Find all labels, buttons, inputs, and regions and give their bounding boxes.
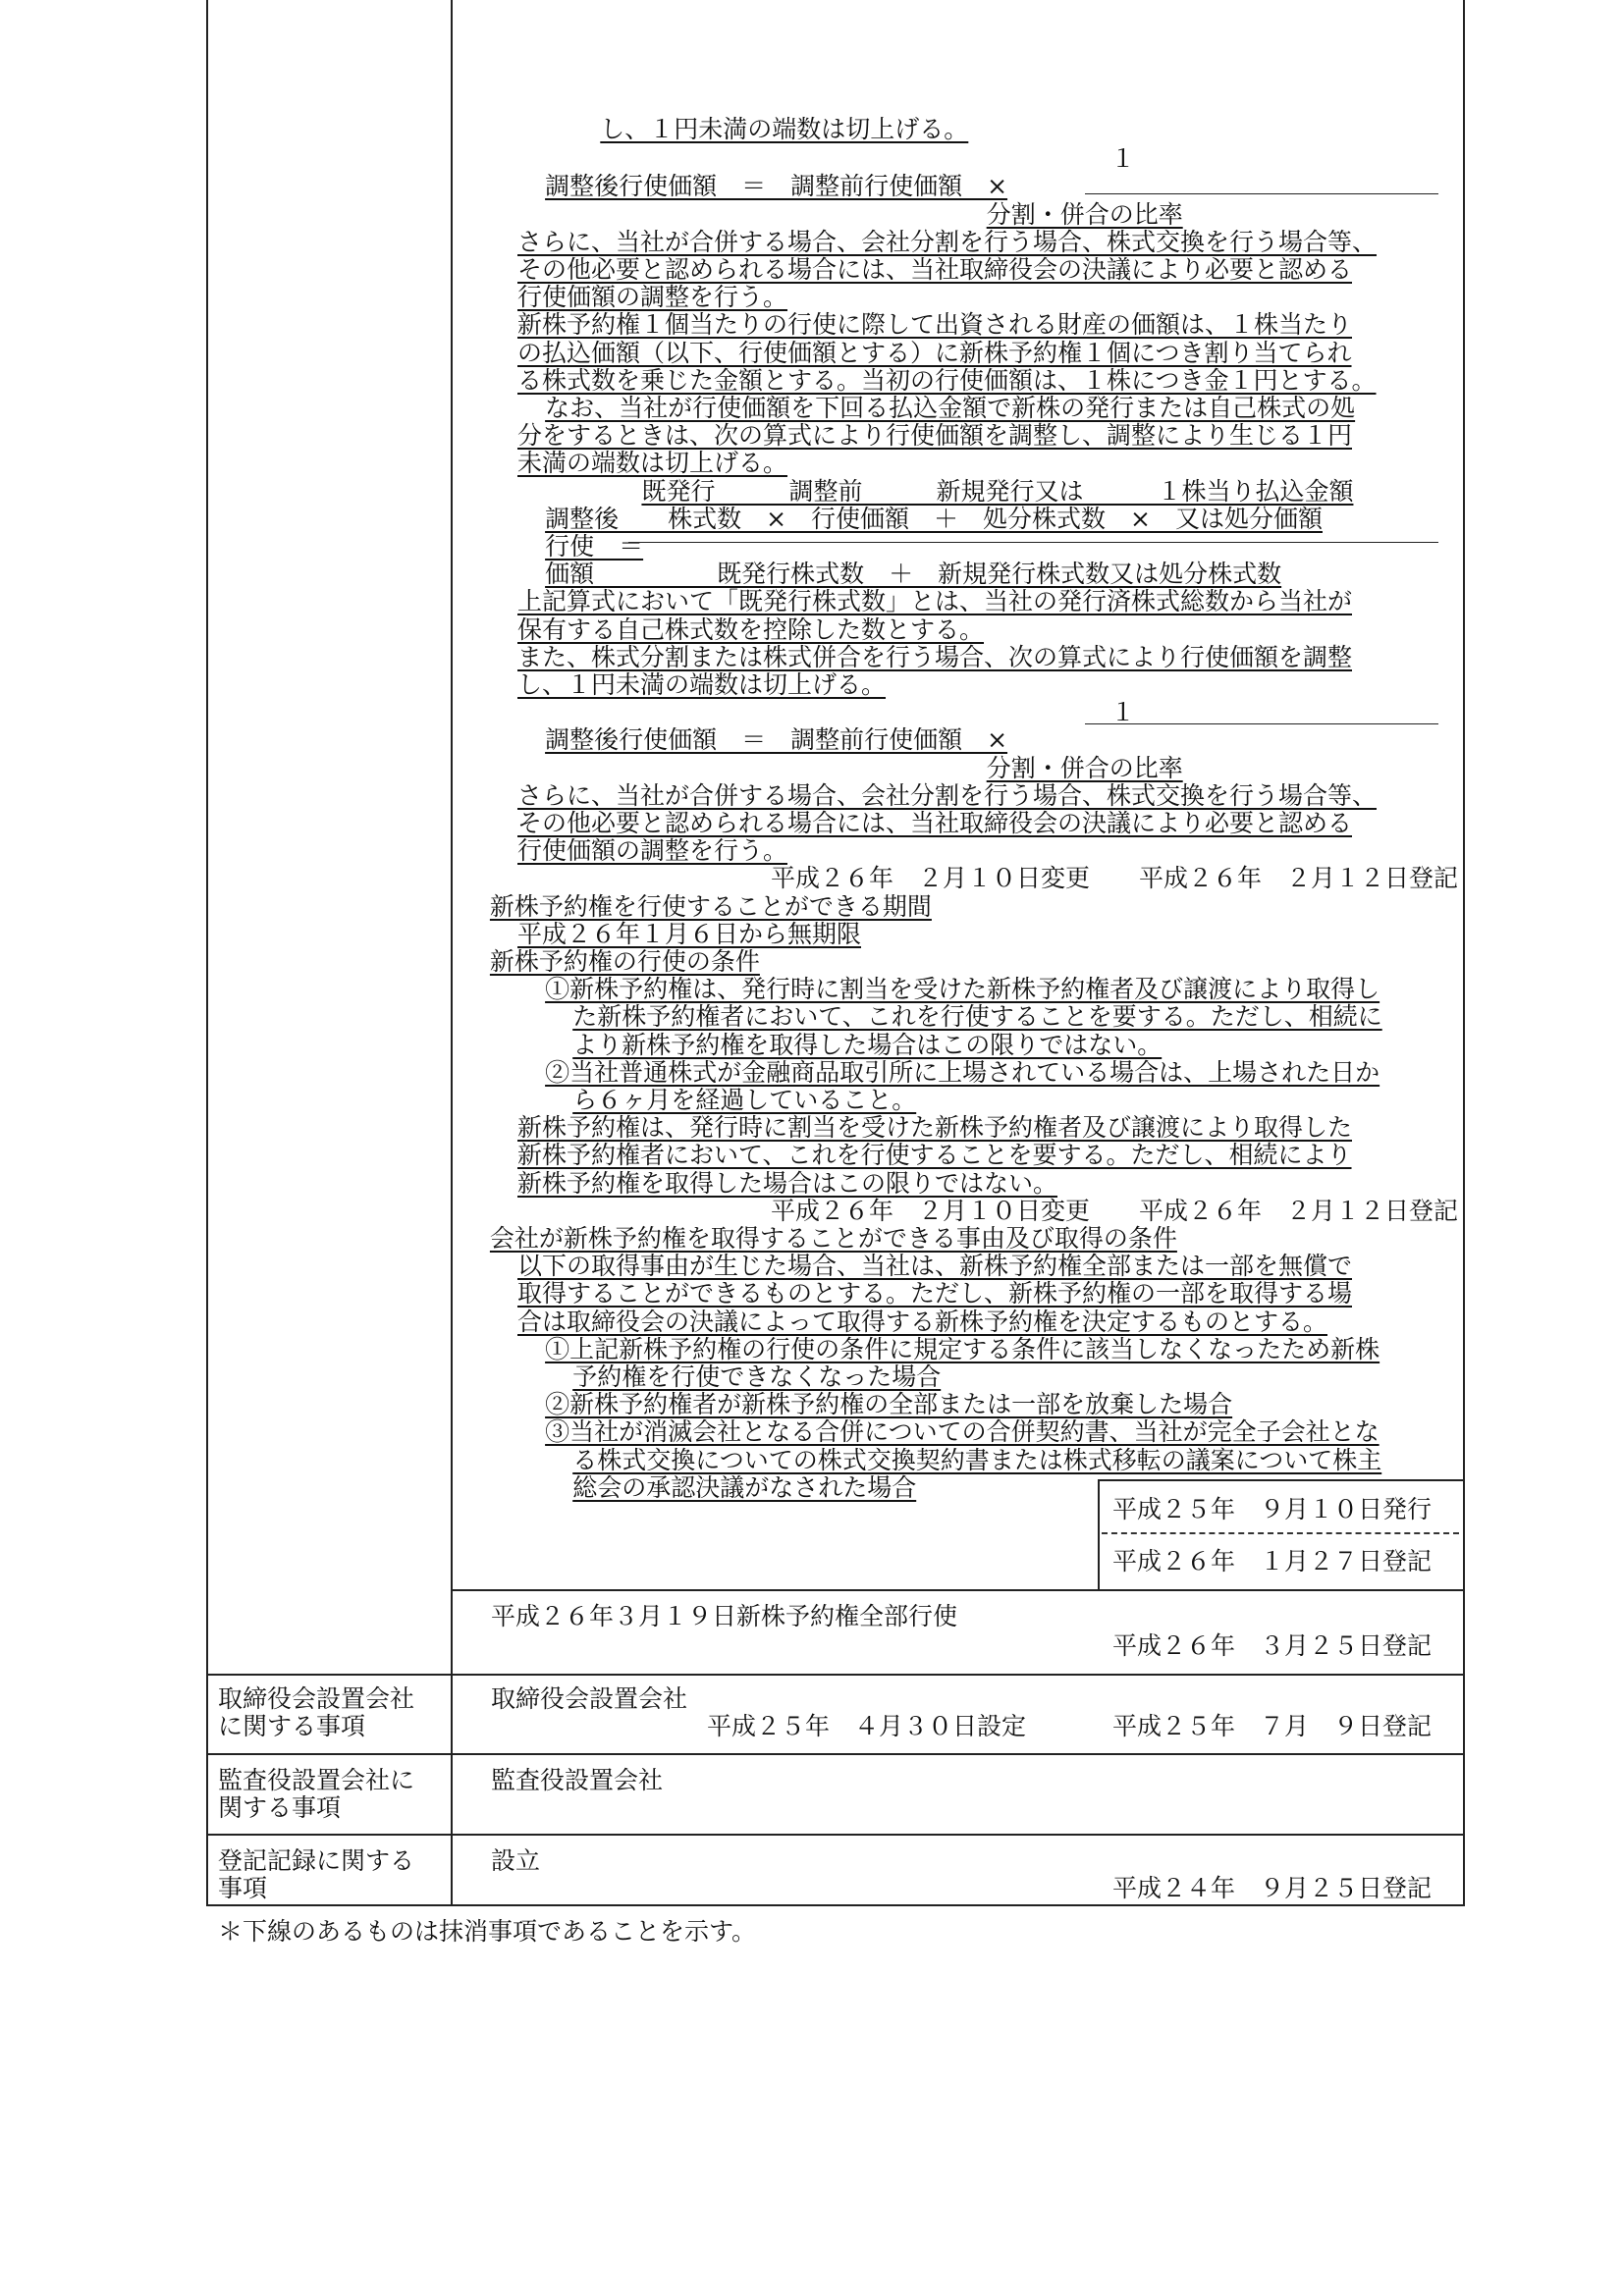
entry-line: 会社が新株予約権を取得することができる事由及び取得の条件 <box>489 1224 1177 1253</box>
issue-box-dashed-divider <box>1102 1532 1459 1534</box>
entry-line: 分をするときは、次の算式により行使価額を調整し、調整により生じる１円 <box>517 421 1353 451</box>
entry-line: 新株予約権者において、これを行使することを要する。ただし、相続により <box>517 1141 1352 1170</box>
row-label-board: 取締役会設置会社 <box>218 1684 415 1713</box>
row-change-board: 平成２５年 ４月３０日設定 <box>707 1712 1027 1740</box>
row-content-board: 取締役会設置会社 <box>491 1684 688 1713</box>
fraction-bar-3 <box>1085 723 1438 724</box>
entry-line: 上記算式において「既発行株式数」とは、当社の発行済株式総数から当社が <box>517 587 1353 616</box>
entry-line: 行使 ＝ <box>545 532 644 561</box>
entry-line: 分割・併合の比率 <box>986 753 1183 782</box>
entry-line: その他必要と認められる場合には、当社取締役会の決議により必要と認める <box>517 809 1353 837</box>
entry-line: １ <box>1110 698 1136 727</box>
entry-line: さらに、当社が合併する場合、会社分割を行う場合、株式交換を行う場合等、 <box>517 227 1378 256</box>
entry-line: る株式交換についての株式交換契約書または株式移転の議案について株主 <box>572 1445 1382 1474</box>
row-separator <box>206 1674 1463 1676</box>
entry-line: の払込価額（以下、行使価額とする）に新株予約権１個につき割り当てられ <box>517 338 1352 367</box>
entry-line: し、１円未満の端数は切上げる。 <box>517 670 887 699</box>
entry-line: 総会の承認決議がなされた場合 <box>572 1472 917 1502</box>
entry-line: 予約権を行使できなくなった場合 <box>572 1362 942 1391</box>
entry-line: また、株式分割または株式併合を行う場合、次の算式により行使価額を調整 <box>517 642 1353 671</box>
entry-line: ①新株予約権は、発行時に割当を受けた新株予約権者及び譲渡により取得し <box>545 975 1380 1004</box>
entry-line: 以下の取得事由が生じた場合、当社は、新株予約権全部または一部を無償で <box>517 1252 1353 1281</box>
entry-line: 行使価額の調整を行う。 <box>517 836 788 866</box>
entry-line: る株式数を乗じた金額とする。当初の行使価額は、１株につき金１円とする。 <box>517 365 1377 395</box>
row-label-auditor: 監査役設置会社に <box>218 1766 415 1794</box>
entry-line: ②当社普通株式が金融商品取引所に上場されている場合は、上場された日か <box>545 1057 1380 1087</box>
entry-line: 新株予約権の行使の条件 <box>489 947 760 976</box>
entry-line: 平成２６年 ２月１０日変更 平成２６年 ２月１２日登記 <box>770 1196 1458 1225</box>
exercise-registered-date: 平成２６年 ３月２５日登記 <box>1112 1631 1433 1660</box>
entry-line: ②新株予約権者が新株予約権の全部または一部を放棄した場合 <box>545 1390 1233 1419</box>
row-separator <box>206 1834 1463 1836</box>
issued-date: 平成２５年 ９月１０日発行 <box>1112 1495 1433 1523</box>
footnote: ＊下線のあるものは抹消事項であることを示す。 <box>218 1917 757 1946</box>
row-content-auditor: 監査役設置会社 <box>491 1766 664 1794</box>
entry-line: 調整後行使価額 ＝ 調整前行使価額 × <box>545 725 1008 755</box>
entry-line: さらに、当社が合併する場合、会社分割を行う場合、株式交換を行う場合等、 <box>517 780 1378 810</box>
entry-line: より新株予約権を取得した場合はこの限りではない。 <box>572 1030 1163 1059</box>
entry-line: ら６ヶ月を経過していること。 <box>572 1086 917 1114</box>
entry-line: 既発行 調整前 新規発行又は １株当り払込金額 <box>641 476 1354 506</box>
entry-line: 新株予約権を取得した場合はこの限りではない。 <box>517 1168 1058 1198</box>
entry-line: ①上記新株予約権の行使の条件に規定する条件に該当しなくなったため新株 <box>545 1334 1380 1363</box>
entry-line: 新株予約権は、発行時に割当を受けた新株予約権者及び譲渡により取得した <box>517 1113 1353 1143</box>
entry-line: 保有する自己株式数を控除した数とする。 <box>517 614 985 644</box>
entry-line: た新株予約権者において、これを行使することを要する。ただし、相続に <box>572 1002 1382 1032</box>
entry-line: 平成２６年 ２月１０日変更 平成２６年 ２月１２日登記 <box>770 864 1458 893</box>
entry-line: 新株予約権１個当たりの行使に際して出資される財産の価額は、１株当たり <box>517 310 1353 340</box>
entry-line: 調整後 株式数 × 行使価額 ＋ 処分株式数 × 又は処分価額 <box>545 504 1323 533</box>
row-content-record: 設立 <box>491 1846 541 1875</box>
entry-line: 取得することができるものとする。ただし、新株予約権の一部を取得する場 <box>517 1279 1353 1308</box>
entry-line: １ <box>1110 144 1136 174</box>
entry-line: 合は取締役会の決議によって取得する新株予約権を決定するものとする。 <box>517 1307 1328 1336</box>
row-label-auditor-2: 関する事項 <box>218 1793 342 1822</box>
row-registered-board: 平成２５年 ７月 ９日登記 <box>1112 1712 1433 1740</box>
row-separator <box>451 1589 1463 1591</box>
row-label-record-2: 事項 <box>218 1874 268 1902</box>
entry-line: なお、当社が行使価額を下回る払込金額で新株の発行または自己株式の処 <box>545 394 1356 422</box>
issue-registered-date: 平成２６年 １月２７日登記 <box>1112 1547 1433 1575</box>
entry-line: 新株予約権を行使することができる期間 <box>489 891 932 921</box>
entry-line: 価額 既発行株式数 ＋ 新規発行株式数又は処分株式数 <box>545 560 1282 589</box>
entry-line: 平成２６年１月６日から無期限 <box>517 919 862 948</box>
entry-line: し、１円未満の端数は切上げる。 <box>600 115 969 143</box>
row-label-board-2: に関する事項 <box>218 1712 366 1740</box>
entry-line: 調整後行使価額 ＝ 調整前行使価額 × <box>545 172 1008 201</box>
entry-line: ③当社が消滅会社となる合併についての合併契約書、当社が完全子会社とな <box>545 1417 1380 1447</box>
row-label-record: 登記記録に関する <box>218 1846 415 1875</box>
entry-line: 分割・併合の比率 <box>986 199 1183 229</box>
row-separator <box>206 1753 1463 1755</box>
row-registered-record: 平成２４年 ９月２５日登記 <box>1112 1874 1433 1902</box>
entry-line: その他必要と認められる場合には、当社取締役会の決議により必要と認める <box>517 255 1353 284</box>
entry-line: 未満の端数は切上げる。 <box>517 449 788 478</box>
fraction-bar-1 <box>1085 193 1438 194</box>
exercise-text: 平成２６年３月１９日新株予約権全部行使 <box>491 1602 958 1630</box>
column-divider <box>451 0 453 1904</box>
entry-line: 行使価額の調整を行う。 <box>517 283 788 312</box>
fraction-bar-2 <box>628 542 1438 543</box>
